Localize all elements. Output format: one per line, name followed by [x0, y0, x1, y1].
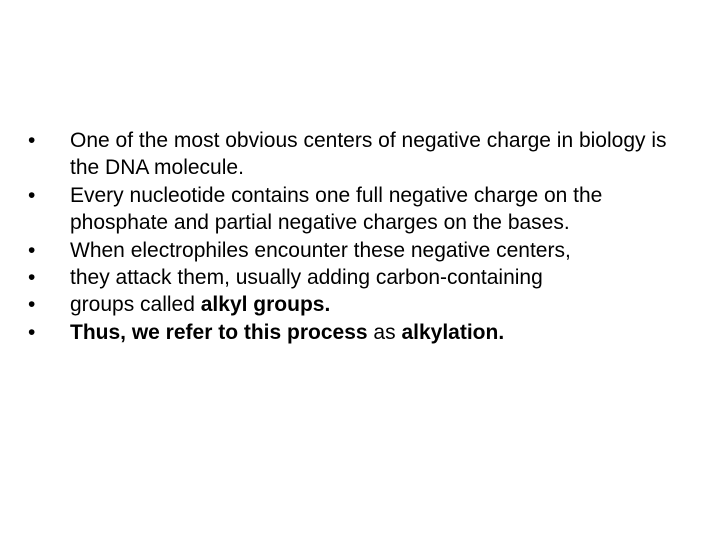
bullet-item-nucleotide-charge [28, 182, 688, 237]
bullet-text: Every nucleotide contains one full negative charge on the phosphate and partial negative charges on the bases. [70, 183, 603, 235]
bullet-marker: • [28, 183, 36, 207]
bullet-item-attack [28, 264, 688, 291]
bullet-item-dna-molecule [28, 127, 688, 182]
bullet-text-prefix: groups called [70, 293, 201, 317]
bullet-text-bold-term: alkyl groups. [200, 293, 331, 317]
bullet-text: One of the most obvious centers of negative charge in biology is the DNA molecule. [70, 129, 667, 180]
bullet-text: When electrophiles encounter these negative centers, [70, 238, 571, 262]
bullet-text-bold-term: alkylation. [401, 320, 505, 344]
bullet-marker: • [28, 320, 36, 344]
bullet-marker: • [28, 293, 36, 317]
bullet-list [28, 127, 688, 346]
bullet-text-middle: as [367, 320, 402, 344]
bullet-marker: • [28, 238, 36, 262]
bullet-item-alkylation [28, 319, 688, 346]
bullet-marker: • [28, 129, 36, 152]
bullet-item-alkyl-groups [28, 291, 688, 318]
bullet-text-bold-lead: Thus, we refer to this process [70, 320, 368, 344]
bullet-item-electrophiles [28, 237, 688, 264]
bullet-marker: • [28, 266, 36, 290]
bullet-text: they attack them, usually adding carbon-containing [70, 266, 543, 290]
